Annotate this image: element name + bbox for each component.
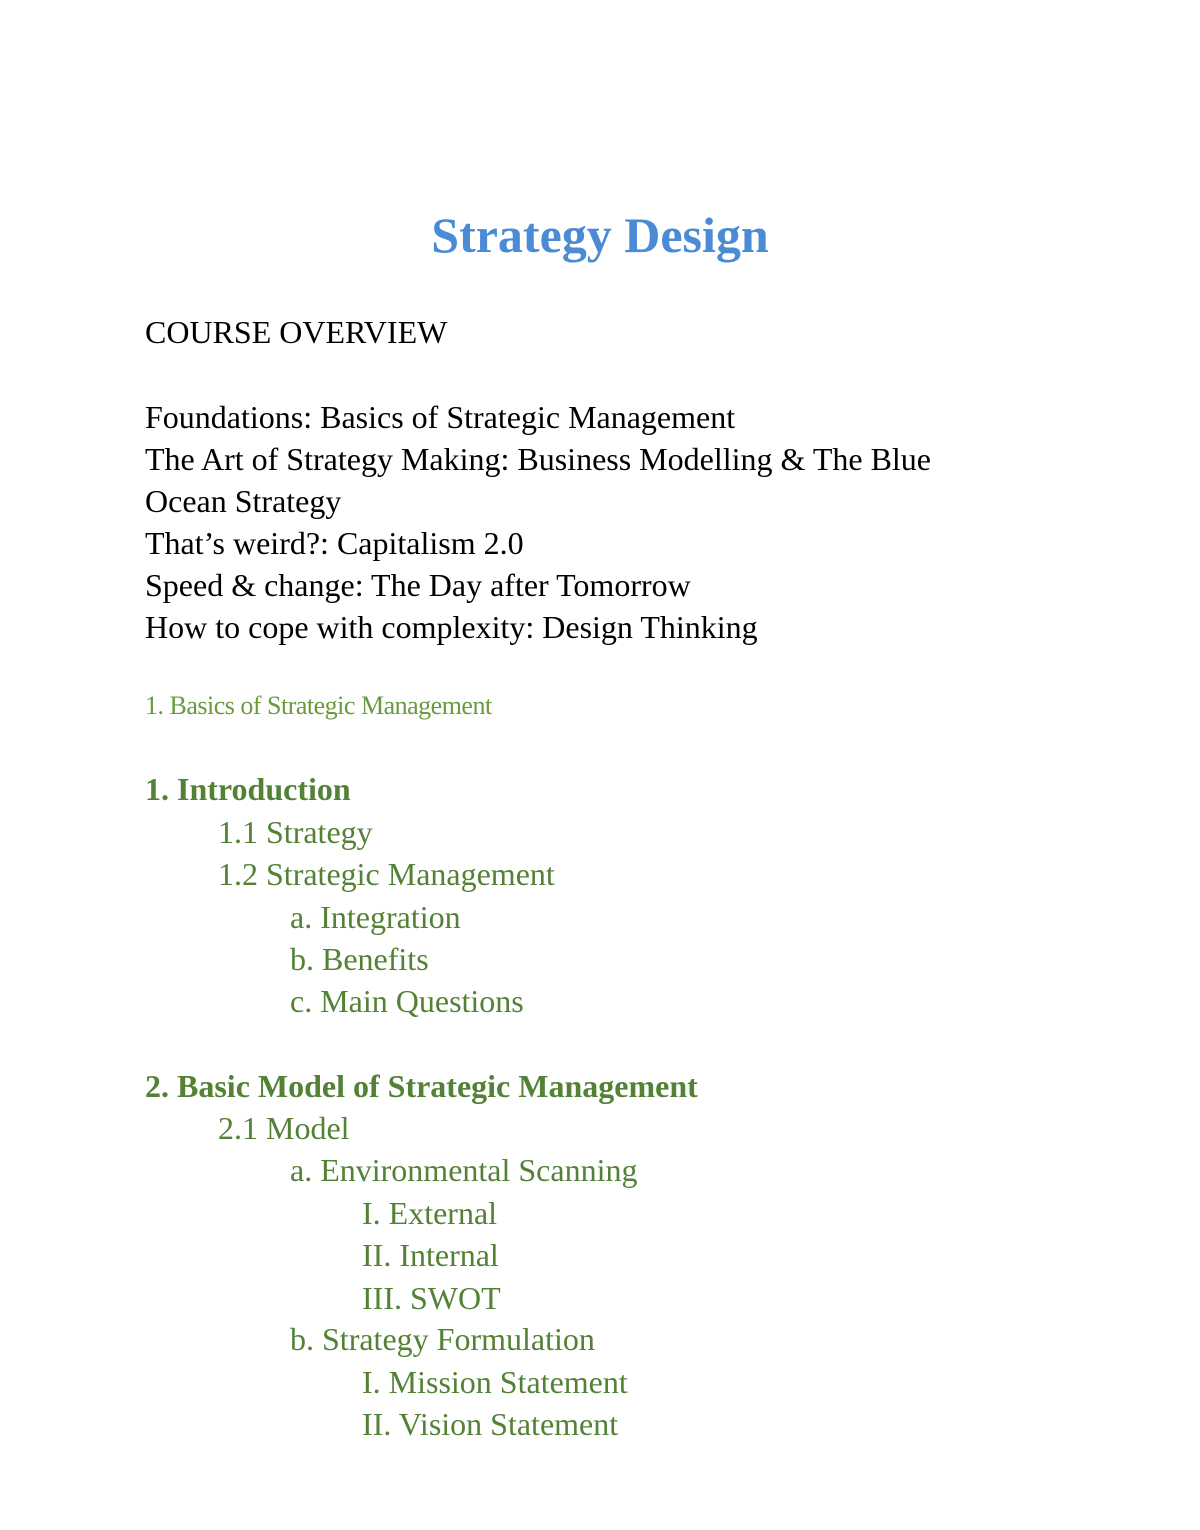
overview-item: How to cope with complexity: Design Thinking — [145, 609, 758, 645]
document-title: Strategy Design — [431, 207, 769, 263]
overview-item: The Art of Strategy Making: Business Modelling & The Blue — [145, 441, 931, 477]
outline-item-model: 2.1 Model — [218, 1110, 350, 1146]
outline-item-external: I. External — [362, 1195, 498, 1231]
course-overview-heading: COURSE OVERVIEW — [145, 314, 448, 350]
outline-item-strategic-management: 1.2 Strategic Management — [218, 856, 555, 892]
outline-item-environmental-scanning: a. Environmental Scanning — [290, 1152, 638, 1188]
outline-item-benefits: b. Benefits — [290, 941, 429, 977]
outline-item-strategy: 1.1 Strategy — [218, 814, 373, 850]
outline-item-vision-statement: II. Vision Statement — [362, 1406, 619, 1442]
outline-heading-introduction: 1. Introduction — [145, 771, 351, 807]
outline-item-mission-statement: I. Mission Statement — [362, 1364, 628, 1400]
outline-item-integration: a. Integration — [290, 899, 461, 935]
course-overview-list — [145, 396, 1065, 648]
outline-item-main-questions: c. Main Questions — [290, 983, 524, 1019]
outline-item-internal: II. Internal — [362, 1237, 499, 1273]
outline-item-swot: III. SWOT — [362, 1280, 501, 1316]
overview-item: That’s weird?: Capitalism 2.0 — [145, 525, 524, 561]
overview-item: Ocean Strategy — [145, 483, 342, 519]
overview-item: Foundations: Basics of Strategic Management — [145, 399, 736, 435]
outline-item-strategy-formulation: b. Strategy Formulation — [290, 1321, 595, 1357]
section-caption: 1. Basics of Strategic Management — [145, 691, 492, 720]
outline-heading-basic-model: 2. Basic Model of Strategic Management — [145, 1068, 698, 1104]
overview-item: Speed & change: The Day after Tomorrow — [145, 567, 691, 603]
